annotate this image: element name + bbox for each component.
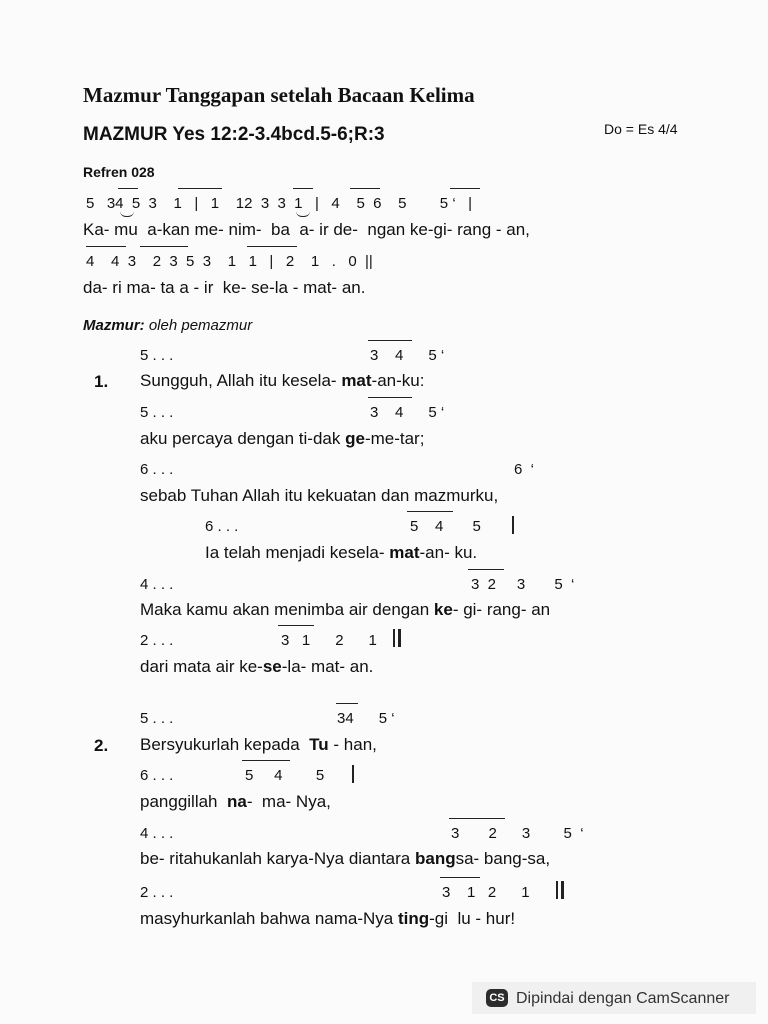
recitation-note: 4 . . .: [140, 576, 174, 593]
beam-line: [440, 877, 480, 878]
verse-number: 2.: [94, 736, 109, 755]
key-signature: Do = Es 4/4: [604, 121, 678, 137]
lyric-text: Ia telah menjadi kesela-: [205, 543, 390, 562]
verse-notes: 3 1 2 1: [442, 884, 530, 901]
lyric-text: Sungguh, Allah itu kesela-: [140, 371, 342, 390]
accent-syllable: mat: [389, 543, 420, 562]
refrain-lyrics-line-2: da- ri ma- ta a - ir ke- se-la - mat- an.: [83, 278, 366, 297]
psalm-note: oleh pemazmur: [148, 317, 253, 334]
verse-lyric-line: [140, 487, 498, 504]
beam-line: [407, 511, 453, 512]
verse-notes: 5 4 5: [410, 518, 481, 535]
lyric-text: -an-ku:: [371, 371, 425, 390]
recitation-note: 2 . . .: [140, 632, 174, 649]
accent-syllable: Tu: [309, 735, 329, 754]
psalm-label-line: [83, 318, 252, 333]
lyric-text: - gi- rang- an: [452, 600, 551, 619]
lyric-text: be- ritahukanlah karya-Nya diantara: [140, 849, 415, 868]
slur-mark: [120, 211, 134, 217]
lyric-text: -an- ku.: [419, 543, 478, 562]
accent-syllable: bang: [414, 849, 456, 868]
verse-notes: 3 1 2 1: [281, 632, 377, 649]
scanner-credit-text: Dipindai dengan CamScanner: [516, 990, 730, 1007]
beam-line: [242, 760, 290, 761]
bar-line: [393, 629, 395, 647]
lyric-text: masyhurkanlah bahwa nama-Nya: [140, 909, 398, 928]
verse-lyric-line: [205, 544, 477, 561]
beam-line: [86, 246, 126, 247]
beam-line: [350, 188, 380, 189]
verse-lyric-line: [140, 430, 424, 447]
lyric-text: panggillah: [140, 792, 227, 811]
recitation-note: 2 . . .: [140, 884, 174, 901]
accent-syllable: na: [226, 792, 247, 811]
verse-lyric-line: [140, 736, 377, 753]
lyric-text: sa- bang-sa,: [455, 849, 551, 868]
lyric-text: Bersyukurlah kepada: [140, 735, 310, 754]
beam-line: [336, 703, 358, 704]
beam-line: [118, 188, 138, 189]
verse-lyric-line: [140, 850, 550, 867]
refrain-label: Refren 028: [83, 164, 155, 180]
recitation-note: 4 . . .: [140, 825, 174, 842]
verse-lyric-line: [140, 601, 550, 618]
slur-mark: [296, 211, 310, 217]
beam-line: [278, 625, 314, 626]
beam-line: [140, 246, 188, 247]
refrain-lyrics-line-1: Ka- mu a-kan me- nim- ba a- ir de- ngan ke-gi- rang - an,: [83, 220, 530, 239]
beam-line: [247, 246, 297, 247]
recitation-note: 6 . . .: [140, 767, 174, 784]
psalm-heading: MAZMUR Yes 12:2-3.4bcd.5-6;R:3: [83, 124, 385, 145]
refrain-notes-line-1: 5 34 5 3 1 | 1 12 3 3 1 | 4 5 6 5 5 ‘ |: [86, 195, 473, 212]
accent-syllable: se: [262, 657, 282, 676]
verse-notes: 3 2 3 5 ‘: [451, 825, 584, 842]
verse-lyric-line: [140, 793, 331, 810]
recitation-note: 5 . . .: [140, 710, 174, 727]
recitation-note: 5 . . .: [140, 347, 174, 364]
refrain-notes-line-2: 4 4 3 2 3 5 3 1 1 | 2 1 . 0 ||: [86, 253, 373, 270]
verse-notes: 3 2 3 5 ‘: [471, 576, 575, 593]
lyric-text: aku percaya dengan ti-dak: [140, 429, 346, 448]
recitation-note: 5 . . .: [140, 404, 174, 421]
verse-lyric-line: [140, 910, 515, 927]
bar-line: [561, 881, 564, 899]
verse-notes: 5 4 5: [245, 767, 325, 784]
verse-notes: 3 4 5 ‘: [370, 404, 445, 421]
lyric-text: -la- mat- an.: [281, 657, 374, 676]
verse-notes: 3 4 5 ‘: [370, 347, 445, 364]
lyric-text: -gi lu - hur!: [429, 909, 516, 928]
accent-syllable: ke: [433, 600, 453, 619]
verse-notes: 34 5 ‘: [337, 710, 395, 727]
verse-notes: 6 ‘: [514, 461, 535, 478]
bar-line: [398, 629, 401, 647]
lyric-text: dari mata air ke-: [140, 657, 263, 676]
beam-line: [178, 188, 222, 189]
accent-syllable: mat: [341, 371, 372, 390]
lyric-text: sebab Tuhan Allah itu kekuatan dan mazmurku,: [140, 486, 499, 505]
beam-line: [293, 188, 313, 189]
beam-line: [368, 397, 412, 398]
bar-line: [352, 765, 354, 783]
camscanner-logo-icon: CS: [486, 989, 508, 1007]
accent-syllable: ting: [397, 909, 430, 928]
lyric-text: - han,: [328, 735, 377, 754]
lyric-text: - ma- Nya,: [246, 792, 331, 811]
verse-lyric-line: [140, 658, 373, 675]
beam-line: [450, 188, 480, 189]
lyric-text: -me-tar;: [364, 429, 425, 448]
beam-line: [468, 569, 504, 570]
bar-line: [512, 516, 514, 534]
psalm-label: Mazmur:: [83, 317, 145, 334]
lyric-text: Maka kamu akan menimba air dengan: [140, 600, 434, 619]
beam-line: [368, 340, 412, 341]
verse-lyric-line: [140, 372, 424, 389]
verse-number: 1.: [94, 372, 109, 391]
recitation-note: 6 . . .: [140, 461, 174, 478]
beam-line: [449, 818, 505, 819]
scanner-watermark: [472, 982, 756, 1014]
recitation-note: 6 . . .: [205, 518, 239, 535]
document-title: Mazmur Tanggapan setelah Bacaan Kelima: [83, 83, 475, 107]
bar-line: [556, 881, 558, 899]
accent-syllable: ge: [345, 429, 365, 448]
